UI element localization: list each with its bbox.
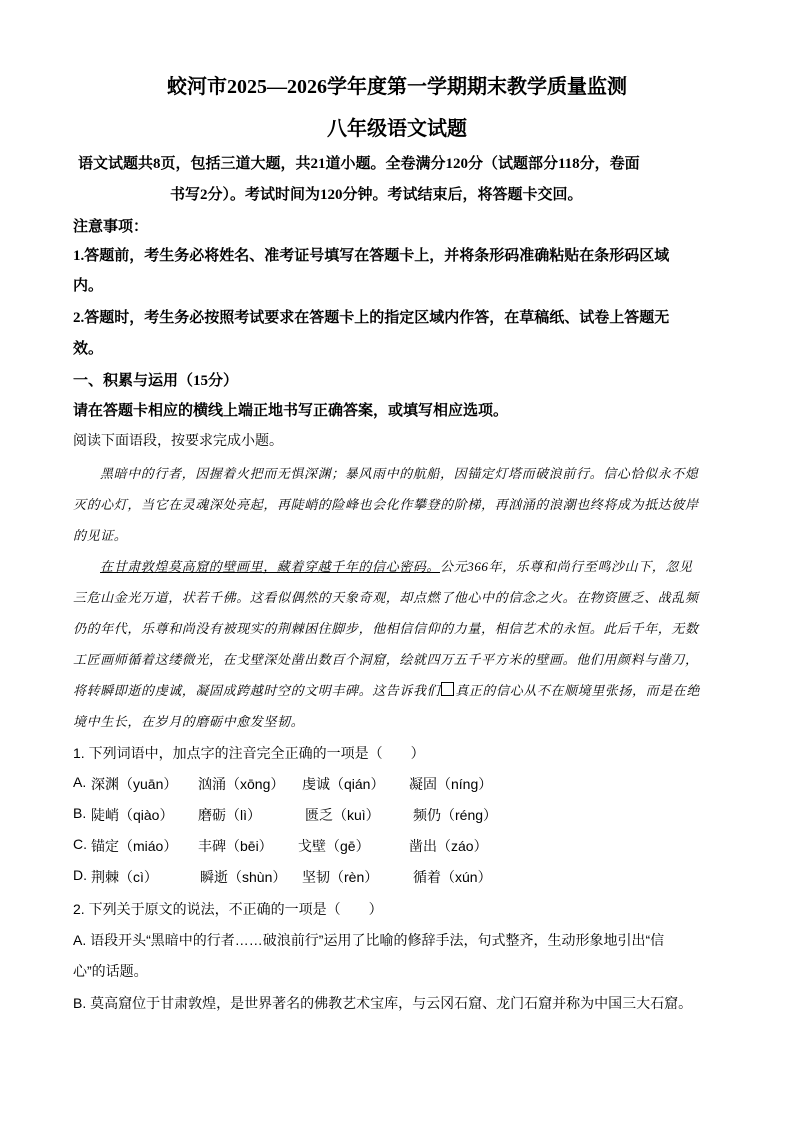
notice-heading: 注意事项： xyxy=(73,219,149,235)
q1-option-b-label: B. xyxy=(73,805,87,821)
blank-box xyxy=(441,682,454,696)
notice-item-2-line-2: 效。 xyxy=(73,341,104,357)
q1-option-b-item-4: 频仍（réng） xyxy=(413,807,498,823)
passage-p2-line-5-after: 真正的信心从不在顺境里张扬，而是在绝 xyxy=(455,683,701,698)
q1-option-b-item-2: 磨砺（lì） xyxy=(198,807,261,823)
passage-p1-line-2: 灭的心灯，当它在灵魂深处亮起，再陡峭的险峰也会化作攀登的阶梯，再汹涌的浪潮也终将成为抵达彼岸 xyxy=(73,497,699,512)
q2-option-a-line-2: 心”的话题。 xyxy=(73,963,148,979)
q1-option-c-item-3: 戈壁（gē） xyxy=(298,838,370,854)
exam-subtitle: 八年级语文试题 xyxy=(327,118,467,140)
passage-p2-line-1-rest: 公元366年，乐尊和尚行至鸣沙山下，忽见 xyxy=(440,559,693,574)
q1-option-c-label: C. xyxy=(73,836,87,852)
passage-p2-line-1 xyxy=(100,556,693,575)
passage-p2-line-2: 三危山金光万道，状若千佛。这看似偶然的天象奇观，却点燃了他心中的信念之火。在物资匮乏、战乱频 xyxy=(73,590,699,605)
q1-option-c-item-1: 锚定（miáo） xyxy=(91,838,178,854)
passage-p2-line-5 xyxy=(73,680,700,699)
section-1-instruction: 请在答题卡相应的横线上端正地书写正确答案，或填写相应选项。 xyxy=(73,403,509,419)
q1-option-d-item-4: 循着（xún） xyxy=(413,869,492,885)
q1-option-c-item-2: 丰碑（bēi） xyxy=(198,838,273,854)
q1-option-a-label: A. xyxy=(73,774,87,790)
passage-p2-line-5-before: 将转瞬即逝的虔诚，凝固成跨越时空的文明丰碑。这告诉我们 xyxy=(73,683,441,698)
q1-option-a-item-3: 虔诚（qián） xyxy=(302,776,385,792)
passage-p1-line-3: 的见证。 xyxy=(73,528,128,543)
q1-option-b-item-3: 匮乏（kuì） xyxy=(305,807,380,823)
passage-p2-line-3: 仍的年代，乐尊和尚没有被现实的荆棘困住脚步，他相信信仰的力量，相信艺术的永恒。此后千年，无数 xyxy=(73,621,699,636)
q1-option-a-item-2: 汹涌（xōng） xyxy=(198,776,285,792)
q1-option-b-item-1: 陡峭（qiào） xyxy=(91,807,174,823)
passage-p2-line-4: 工匠画师循着这缕微光，在戈壁深处凿出数百个洞窟，绘就四万五千平方米的壁画。他们用颜料与凿刀， xyxy=(73,652,699,667)
q1-option-d-label: D. xyxy=(73,867,87,883)
exam-title: 蛟河市2025—2026学年度第一学期期末教学质量监测 xyxy=(167,76,627,98)
q1-option-d-item-2: 瞬逝（shùn） xyxy=(200,869,287,885)
q1-option-a-item-1: 深渊（yuān） xyxy=(91,776,178,792)
passage-underlined-sentence: 在甘肃敦煌莫高窟的壁画里，藏着穿越千年的信心密码。 xyxy=(100,559,441,574)
notice-item-2-line-1: 2.答题时，考生务必按照考试要求在答题卡上的指定区域内作答，在草稿纸、试卷上答题无 xyxy=(73,310,670,326)
q1-option-a-item-4: 凝固（níng） xyxy=(409,776,493,792)
passage-p1-line-1: 黑暗中的行者，因握着火把而无惧深渊；暴风雨中的航船，因锚定灯塔而破浪前行。信心恰似永不熄 xyxy=(100,466,699,481)
intro-line-1: 语文试题共8页，包括三道大题，共21道小题。全卷满分120分（试题部分118分，卷面 xyxy=(78,156,640,172)
q2-option-a-line-1: A. 语段开头“黑暗中的行者……破浪前行”运用了比喻的修辞手法，句式整齐，生动形象地引出“信 xyxy=(73,932,665,948)
q1-option-d-item-3: 坚韧（rèn） xyxy=(302,869,379,885)
question-1-stem: 1. 下列词语中，加点字的注音完全正确的一项是（ ） xyxy=(73,745,425,761)
q1-option-c-item-4: 凿出（záo） xyxy=(409,838,488,854)
notice-item-1-line-1: 1.答题前，考生务必将姓名、准考证号填写在答题卡上，并将条形码准确粘贴在条形码区域 xyxy=(73,248,670,264)
read-prompt: 阅读下面语段，按要求完成小题。 xyxy=(73,432,283,448)
section-1-heading: 一、积累与运用（15分） xyxy=(73,373,239,389)
q1-option-d-item-1: 荆棘（cì） xyxy=(91,869,158,885)
passage-p2-line-6: 境中生长，在岁月的磨砺中愈发坚韧。 xyxy=(73,714,305,729)
notice-item-1-line-2: 内。 xyxy=(73,278,104,294)
question-2-stem: 2. 下列关于原文的说法，不正确的一项是（ ） xyxy=(73,901,383,917)
q2-option-b: B. 莫高窟位于甘肃敦煌，是世界著名的佛教艺术宝库，与云冈石窟、龙门石窟并称为中国三大石窟。 xyxy=(73,995,693,1011)
intro-line-2: 书写2分）。考试时间为120分钟。考试结束后，将答题卡交回。 xyxy=(170,187,583,203)
